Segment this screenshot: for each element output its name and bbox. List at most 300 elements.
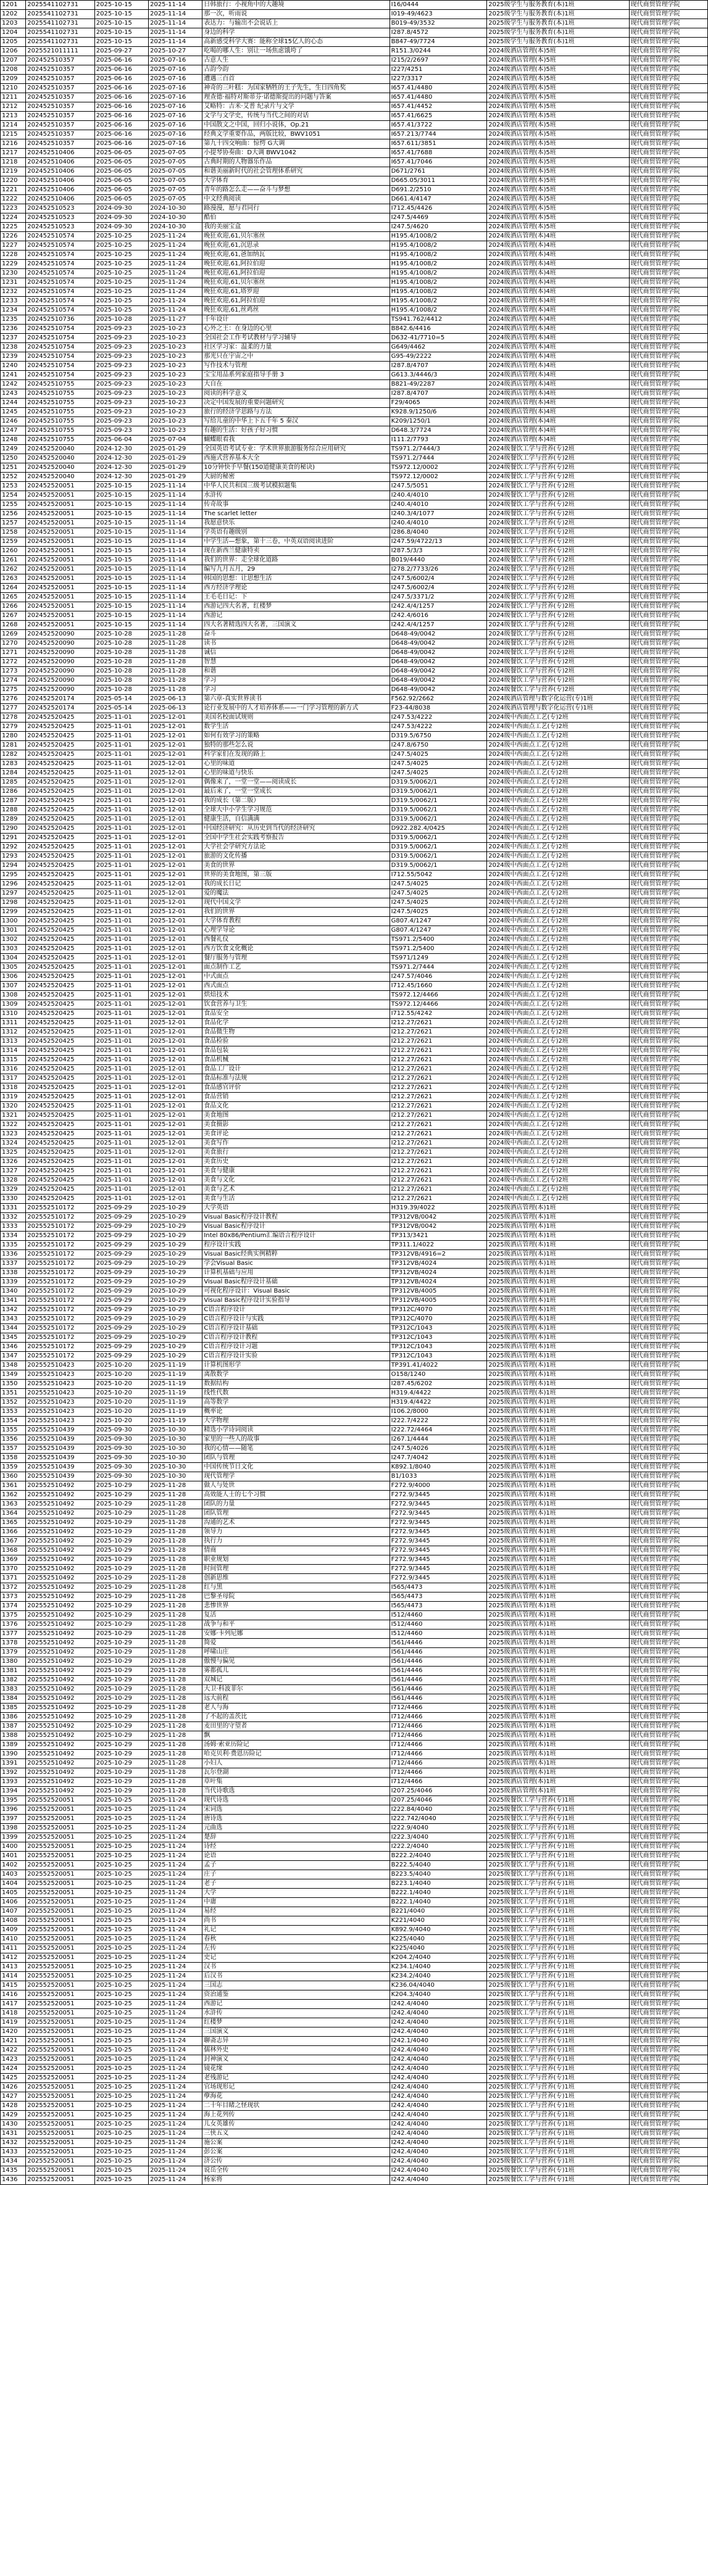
borrow-date-cell: 2025-10-29: [94, 1620, 148, 1630]
class-name-cell: 2025级酒店管理(本)1班: [487, 1315, 629, 1324]
call-number-cell: D661.4/4147: [389, 195, 487, 204]
call-number-cell: F272.9/3445: [389, 1555, 487, 1565]
table-row: [1, 648, 708, 658]
borrow-date-cell: 2025-09-29: [94, 1213, 148, 1222]
row-number-cell: 1341: [1, 1296, 26, 1306]
book-title-cell: 现代管理学: [202, 1472, 389, 1481]
borrow-date-cell: 2025-11-01: [94, 1009, 148, 1019]
book-title-cell: 美食的世界: [202, 861, 389, 871]
due-date-cell: 2025-12-01: [149, 908, 202, 917]
book-title-cell: 团队的力量: [202, 1500, 389, 1509]
borrow-date-cell: 2025-11-01: [94, 861, 148, 871]
class-name-cell: 2024级酒店管理(本)4班: [487, 269, 629, 278]
class-name-cell: 2024级酒店管理(本)4班: [487, 426, 629, 436]
due-date-cell: 2025-11-28: [149, 1639, 202, 1648]
due-date-cell: 2025-11-24: [149, 1824, 202, 1833]
reader-id-cell: 202452520090: [26, 658, 95, 667]
due-date-cell: 2025-11-14: [149, 584, 202, 593]
book-title-cell: 大学体育教程: [202, 917, 389, 926]
borrow-date-cell: 2025-06-16: [94, 93, 148, 102]
class-name-cell: 2024级餐饮工学与营养(专)2班: [487, 510, 629, 519]
table-row: [1, 2176, 708, 2185]
class-name-cell: 2025级餐饮工学与营养(专)1班: [487, 2055, 629, 2065]
call-number-cell: K204.3/4040: [389, 1990, 487, 2000]
reader-id-cell: 2025541102731: [26, 10, 95, 19]
class-name-cell: 2025级酒店管理(本)1班: [487, 1259, 629, 1269]
book-title-cell: 食品包装: [202, 1046, 389, 1056]
college-name-cell: 现代商贸管理学院: [629, 1333, 707, 1343]
table-row: [1, 1935, 708, 1944]
table-row: [1, 1472, 708, 1481]
college-name-cell: 现代商贸管理学院: [629, 93, 707, 102]
borrow-date-cell: 2025-11-01: [94, 713, 148, 723]
book-title-cell: 团队与管理: [202, 1454, 389, 1463]
book-title-cell: 美食写作: [202, 1139, 389, 1148]
book-title-cell: 全国中学生社会实践考察报告: [202, 834, 389, 843]
row-number-cell: 1380: [1, 1657, 26, 1667]
reader-id-cell: 202452510406: [26, 149, 95, 158]
book-title-cell: 线性代数: [202, 1389, 389, 1398]
due-date-cell: 2025-12-01: [149, 723, 202, 732]
college-name-cell: 现代商贸管理学院: [629, 1417, 707, 1426]
class-name-cell: 2025级酒店管理(本)1班: [487, 1648, 629, 1657]
due-date-cell: 2025-11-28: [149, 1611, 202, 1620]
table-row: [1, 2083, 708, 2092]
borrow-date-cell: 2025-09-30: [94, 1472, 148, 1481]
college-name-cell: 现代商贸管理学院: [629, 1833, 707, 1842]
row-number-cell: 1324: [1, 1139, 26, 1148]
row-number-cell: 1212: [1, 102, 26, 112]
due-date-cell: 2025-12-01: [149, 787, 202, 797]
due-date-cell: 2025-11-24: [149, 2176, 202, 2185]
class-name-cell: 2024级酒店管理(本)5班: [487, 204, 629, 213]
due-date-cell: 2025-12-01: [149, 917, 202, 926]
college-name-cell: 现代商贸管理学院: [629, 482, 707, 491]
book-title-cell: 健康生活，自信满满: [202, 815, 389, 824]
borrow-date-cell: 2025-10-25: [94, 1907, 148, 1916]
row-number-cell: 1360: [1, 1472, 26, 1481]
college-name-cell: 现代商贸管理学院: [629, 102, 707, 112]
row-number-cell: 1322: [1, 1120, 26, 1130]
reader-id-cell: 202552510492: [26, 1620, 95, 1630]
row-number-cell: 1388: [1, 1731, 26, 1741]
borrow-date-cell: 2025-10-25: [94, 1916, 148, 1926]
borrow-date-cell: 2025-11-01: [94, 982, 148, 991]
book-title-cell: C语言程序设计基础: [202, 1324, 389, 1333]
college-name-cell: 现代商贸管理学院: [629, 1352, 707, 1361]
due-date-cell: 2025-01-29: [149, 445, 202, 454]
college-name-cell: 现代商贸管理学院: [629, 1676, 707, 1685]
book-title-cell: 科学家们在发现的路上: [202, 750, 389, 760]
table-row: [1, 1454, 708, 1463]
call-number-cell: I512/4460: [389, 1611, 487, 1620]
reader-id-cell: 202552520051: [26, 2027, 95, 2037]
due-date-cell: 2025-11-24: [149, 1861, 202, 1870]
reader-id-cell: 202552520051: [26, 1926, 95, 1935]
due-date-cell: 2025-11-14: [149, 537, 202, 547]
class-name-cell: 2025级酒店管理(本)1班: [487, 1620, 629, 1630]
row-number-cell: 1397: [1, 1815, 26, 1824]
call-number-cell: I242.4/4040: [389, 2046, 487, 2055]
due-date-cell: 2024-10-30: [149, 204, 202, 213]
borrow-date-cell: 2025-10-29: [94, 1694, 148, 1704]
reader-id-cell: 202452510755: [26, 380, 95, 389]
borrow-date-cell: 2025-11-01: [94, 1139, 148, 1148]
reader-id-cell: 202452520425: [26, 723, 95, 732]
borrow-date-cell: 2025-09-29: [94, 1333, 148, 1343]
reader-id-cell: 202452520051: [26, 593, 95, 602]
borrow-date-cell: 2025-11-01: [94, 732, 148, 741]
row-number-cell: 1398: [1, 1824, 26, 1833]
row-number-cell: 1227: [1, 241, 26, 251]
due-date-cell: 2025-07-04: [149, 436, 202, 445]
call-number-cell: I222.3/4040: [389, 1833, 487, 1842]
table-row: [1, 195, 708, 204]
due-date-cell: 2025-12-01: [149, 880, 202, 889]
reader-id-cell: 202552510423: [26, 1398, 95, 1407]
due-date-cell: 2025-11-28: [149, 1768, 202, 1778]
row-number-cell: 1230: [1, 269, 26, 278]
reader-id-cell: 202452510754: [26, 334, 95, 343]
class-name-cell: 2025级餐饮工学与营养(专)1班: [487, 2111, 629, 2120]
college-name-cell: 现代商贸管理学院: [629, 834, 707, 843]
reader-id-cell: 202552510492: [26, 1657, 95, 1667]
call-number-cell: G807.4/1247: [389, 917, 487, 926]
college-name-cell: 现代商贸管理学院: [629, 1574, 707, 1583]
class-name-cell: 2025级酒店管理(本)1班: [487, 1676, 629, 1685]
row-number-cell: 1213: [1, 112, 26, 121]
row-number-cell: 1376: [1, 1620, 26, 1630]
due-date-cell: 2025-12-01: [149, 1195, 202, 1204]
table-row: [1, 1694, 708, 1704]
college-name-cell: 现代商贸管理学院: [629, 241, 707, 251]
borrow-date-cell: 2025-10-29: [94, 1555, 148, 1565]
table-row: [1, 1907, 708, 1916]
college-name-cell: 现代商贸管理学院: [629, 1972, 707, 1981]
reader-id-cell: 202452520425: [26, 917, 95, 926]
reader-id-cell: 202552510492: [26, 1518, 95, 1528]
call-number-cell: I242.4/4040: [389, 2157, 487, 2166]
borrow-date-cell: 2025-10-15: [94, 482, 148, 491]
table-row: [1, 1278, 708, 1287]
college-name-cell: 现代商贸管理学院: [629, 1167, 707, 1176]
table-row: [1, 2148, 708, 2157]
due-date-cell: 2025-11-14: [149, 574, 202, 584]
borrow-date-cell: 2024-09-30: [94, 223, 148, 232]
row-number-cell: 1218: [1, 158, 26, 167]
book-title-cell: 彭公案: [202, 2148, 389, 2157]
college-name-cell: 现代商贸管理学院: [629, 1287, 707, 1296]
class-name-cell: 2025级酒店管理(本)1班: [487, 1639, 629, 1648]
row-number-cell: 1353: [1, 1407, 26, 1417]
borrow-date-cell: 2025-09-23: [94, 426, 148, 436]
reader-id-cell: 202452510755: [26, 408, 95, 417]
table-row: [1, 491, 708, 500]
row-number-cell: 1321: [1, 1111, 26, 1120]
table-row: [1, 695, 708, 704]
class-name-cell: 2024级中西面点工艺(专)2班: [487, 917, 629, 926]
reader-id-cell: 202552510492: [26, 1704, 95, 1713]
reader-id-cell: 202552510172: [26, 1222, 95, 1232]
table-row: [1, 2157, 708, 2166]
college-name-cell: 现代商贸管理学院: [629, 1370, 707, 1380]
call-number-cell: I242.4/4040: [389, 2092, 487, 2102]
class-name-cell: 2025级酒店管理(本)1班: [487, 1241, 629, 1250]
call-number-cell: I247.5/4620: [389, 223, 487, 232]
borrow-date-cell: 2025-10-28: [94, 315, 148, 325]
row-number-cell: 1291: [1, 834, 26, 843]
row-number-cell: 1389: [1, 1741, 26, 1750]
call-number-cell: TP312VB/0042: [389, 1222, 487, 1232]
reader-id-cell: 202452520051: [26, 528, 95, 537]
college-name-cell: 现代商贸管理学院: [629, 1407, 707, 1417]
reader-id-cell: 202552510492: [26, 1565, 95, 1574]
college-name-cell: 现代商贸管理学院: [629, 797, 707, 806]
call-number-cell: I657.611/3851: [389, 139, 487, 149]
call-number-cell: F562.92/2662: [389, 695, 487, 704]
call-number-cell: I212.27/2621: [389, 1102, 487, 1111]
class-name-cell: 2024级中西面点工艺(专)2班: [487, 1037, 629, 1046]
call-number-cell: I712.45/1660: [389, 982, 487, 991]
book-title-cell: 美食与文化: [202, 1176, 389, 1185]
class-name-cell: 2025级酒店管理(本)1班: [487, 1389, 629, 1398]
reader-id-cell: 202452520425: [26, 713, 95, 723]
reader-id-cell: 202452520425: [26, 1065, 95, 1074]
book-title-cell: 我们的世界：走全球化道路: [202, 556, 389, 565]
borrow-date-cell: 2025-11-01: [94, 926, 148, 935]
call-number-cell: F272.9/3445: [389, 1565, 487, 1574]
borrow-date-cell: 2025-10-25: [94, 1898, 148, 1907]
due-date-cell: 2025-10-29: [149, 1315, 202, 1324]
borrow-date-cell: 2025-10-25: [94, 232, 148, 241]
call-number-cell: G613.3/4446/3: [389, 371, 487, 380]
book-title-cell: 水浒传: [202, 2009, 389, 2018]
row-number-cell: 1428: [1, 2102, 26, 2111]
class-name-cell: 2024级酒店管理(本)4班: [487, 436, 629, 445]
reader-id-cell: 202552520051: [26, 1972, 95, 1981]
table-row: [1, 935, 708, 945]
college-name-cell: 现代商贸管理学院: [629, 1269, 707, 1278]
call-number-cell: I242.1/4040: [389, 2037, 487, 2046]
call-number-cell: D319.5/0062/1: [389, 797, 487, 806]
class-name-cell: 2025级酒店管理(本)1班: [487, 1500, 629, 1509]
class-name-cell: 2025级餐饮工学与营养(专)1班: [487, 1926, 629, 1935]
reader-id-cell: 202552520051: [26, 2111, 95, 2120]
borrow-date-cell: 2025-11-01: [94, 852, 148, 861]
book-title-cell: 日韩旅行：小视角中的大趣境: [202, 1, 389, 10]
call-number-cell: I212.27/2621: [389, 1028, 487, 1037]
reader-id-cell: 202452510357: [26, 139, 95, 149]
class-name-cell: 2025级酒店管理(本)1班: [487, 1583, 629, 1592]
college-name-cell: 现代商贸管理学院: [629, 65, 707, 75]
reader-id-cell: 202452520051: [26, 574, 95, 584]
table-row: [1, 1083, 708, 1093]
class-name-cell: 2025级酒店管理(本)1班: [487, 1722, 629, 1731]
due-date-cell: 2025-10-23: [149, 352, 202, 362]
class-name-cell: 2024级中西面点工艺(专)2班: [487, 871, 629, 880]
due-date-cell: 2025-12-01: [149, 834, 202, 843]
college-name-cell: 现代商贸管理学院: [629, 491, 707, 500]
reader-id-cell: 202552510492: [26, 1546, 95, 1555]
call-number-cell: I565/4473: [389, 1592, 487, 1602]
due-date-cell: 2025-11-19: [149, 1361, 202, 1370]
call-number-cell: K234.1/4040: [389, 1963, 487, 1972]
table-row: [1, 1546, 708, 1555]
college-name-cell: 现代商贸管理学院: [629, 1426, 707, 1435]
book-title-cell: 执行力: [202, 1537, 389, 1546]
table-row: [1, 1195, 708, 1204]
college-name-cell: 现代商贸管理学院: [629, 1889, 707, 1898]
row-number-cell: 1282: [1, 750, 26, 760]
book-title-cell: 晚狂欢迎,61,爸加纳瓦: [202, 251, 389, 260]
call-number-cell: I242.4/4040: [389, 2083, 487, 2092]
table-row: [1, 750, 708, 760]
row-number-cell: 1346: [1, 1343, 26, 1352]
reader-id-cell: 202452520425: [26, 1083, 95, 1093]
row-number-cell: 1249: [1, 445, 26, 454]
college-name-cell: 现代商贸管理学院: [629, 1222, 707, 1232]
college-name-cell: 现代商贸管理学院: [629, 1555, 707, 1565]
book-title-cell: 路漫漫，愿与君同行: [202, 204, 389, 213]
college-name-cell: 现代商贸管理学院: [629, 732, 707, 741]
due-date-cell: 2025-07-16: [149, 139, 202, 149]
book-title-cell: 大厨的秘密: [202, 473, 389, 482]
book-title-cell: 古典时期的人物器乐作品: [202, 158, 389, 167]
reader-id-cell: 202452520425: [26, 834, 95, 843]
class-name-cell: 2025级酒店管理(本)1班: [487, 1611, 629, 1620]
college-name-cell: 现代商贸管理学院: [629, 1685, 707, 1694]
book-title-cell: 全国英语考试专业：学术世界旅游服务综合应用研究: [202, 445, 389, 454]
call-number-cell: H195.4/1008/2: [389, 251, 487, 260]
due-date-cell: 2025-11-28: [149, 658, 202, 667]
reader-id-cell: 202452510357: [26, 121, 95, 130]
due-date-cell: 2025-10-29: [149, 1213, 202, 1222]
table-row: [1, 1583, 708, 1592]
book-title-cell: 和谐: [202, 667, 389, 676]
row-number-cell: 1225: [1, 223, 26, 232]
class-name-cell: 2024级餐饮工学与营养(专)2班: [487, 445, 629, 454]
row-number-cell: 1425: [1, 2074, 26, 2083]
table-row: [1, 704, 708, 713]
row-number-cell: 1286: [1, 787, 26, 797]
borrow-date-cell: 2025-11-01: [94, 908, 148, 917]
table-row: [1, 1232, 708, 1241]
due-date-cell: 2025-12-01: [149, 972, 202, 982]
row-number-cell: 1224: [1, 213, 26, 223]
call-number-cell: I242.4/4040: [389, 2139, 487, 2148]
class-name-cell: 2024级中西面点工艺(专)2班: [487, 732, 629, 741]
call-number-cell: O158/1240: [389, 1370, 487, 1380]
table-row: [1, 2000, 708, 2009]
table-row: [1, 908, 708, 917]
book-title-cell: 酷伯: [202, 213, 389, 223]
book-title-cell: 职业规划: [202, 1555, 389, 1565]
table-row: [1, 537, 708, 547]
college-name-cell: 现代商贸管理学院: [629, 611, 707, 621]
call-number-cell: TP312C/1043: [389, 1333, 487, 1343]
borrow-date-cell: 2025-10-15: [94, 602, 148, 611]
reader-id-cell: 202552520051: [26, 1963, 95, 1972]
row-number-cell: 1306: [1, 972, 26, 982]
call-number-cell: D691.2/2510: [389, 186, 487, 195]
due-date-cell: 2025-12-01: [149, 1037, 202, 1046]
borrow-date-cell: 2025-11-01: [94, 723, 148, 732]
table-row: [1, 343, 708, 352]
class-name-cell: 2024级中西面点工艺(专)2班: [487, 1167, 629, 1176]
table-row: [1, 28, 708, 38]
table-row: [1, 1805, 708, 1815]
book-title-cell: C语言程序设计与实践: [202, 1315, 389, 1324]
class-name-cell: 2024级中西面点工艺(专)2班: [487, 852, 629, 861]
due-date-cell: 2025-11-24: [149, 2157, 202, 2166]
row-number-cell: 1202: [1, 10, 26, 19]
due-date-cell: 2025-07-05: [149, 149, 202, 158]
college-name-cell: 现代商贸管理学院: [629, 787, 707, 797]
book-title-cell: 中文经典阅读: [202, 195, 389, 204]
table-row: [1, 519, 708, 528]
reader-id-cell: 202552520051: [26, 1805, 95, 1815]
college-name-cell: 现代商贸管理学院: [629, 1398, 707, 1407]
borrow-date-cell: 2025-10-25: [94, 1889, 148, 1898]
book-title-cell: 有趣的生活：好孩子好习惯: [202, 426, 389, 436]
college-name-cell: 现代商贸管理学院: [629, 223, 707, 232]
book-title-cell: 西方经济学理论: [202, 584, 389, 593]
row-number-cell: 1258: [1, 528, 26, 537]
college-name-cell: 现代商贸管理学院: [629, 204, 707, 213]
borrow-date-cell: 2025-06-04: [94, 436, 148, 445]
book-title-cell: 史记: [202, 1953, 389, 1963]
due-date-cell: 2025-07-05: [149, 176, 202, 186]
college-name-cell: 现代商贸管理学院: [629, 1361, 707, 1370]
table-row: [1, 834, 708, 843]
row-number-cell: 1364: [1, 1509, 26, 1518]
call-number-cell: I242.4/4040: [389, 2111, 487, 2120]
borrow-date-cell: 2025-10-20: [94, 1398, 148, 1407]
call-number-cell: I247.5/4025: [389, 769, 487, 778]
table-row: [1, 399, 708, 408]
class-name-cell: 2024级中西面点工艺(专)2班: [487, 1111, 629, 1120]
table-row: [1, 482, 708, 491]
table-row: [1, 732, 708, 741]
row-number-cell: 1277: [1, 704, 26, 713]
row-number-cell: 1330: [1, 1195, 26, 1204]
class-name-cell: 2024级酒店管理(本)5班: [487, 195, 629, 204]
borrow-date-cell: 2025-10-25: [94, 2120, 148, 2129]
book-title-cell: 晚狂欢迎,61,阿拉伯迎: [202, 260, 389, 269]
college-name-cell: 现代商贸管理学院: [629, 593, 707, 602]
due-date-cell: 2025-11-28: [149, 1481, 202, 1491]
reader-id-cell: 202452520051: [26, 547, 95, 556]
call-number-cell: TP312C/1043: [389, 1324, 487, 1333]
class-name-cell: 2024级中西面点工艺(专)2班: [487, 843, 629, 852]
college-name-cell: 现代商贸管理学院: [629, 1620, 707, 1630]
due-date-cell: 2025-11-24: [149, 1833, 202, 1842]
reader-id-cell: 202452520425: [26, 945, 95, 954]
college-name-cell: 现代商贸管理学院: [629, 1380, 707, 1389]
due-date-cell: 2025-10-23: [149, 399, 202, 408]
reader-id-cell: 202452520425: [26, 963, 95, 972]
reader-id-cell: 202552510492: [26, 1611, 95, 1620]
borrow-date-cell: 2025-10-25: [94, 1852, 148, 1861]
row-number-cell: 1302: [1, 935, 26, 945]
class-name-cell: 2024级酒店管理与数字化运营(专)1班: [487, 704, 629, 713]
college-name-cell: 现代商贸管理学院: [629, 537, 707, 547]
call-number-cell: I242.4/4040: [389, 2009, 487, 2018]
college-name-cell: 现代商贸管理学院: [629, 251, 707, 260]
reader-id-cell: 202452520425: [26, 889, 95, 898]
call-number-cell: K892.1/8040: [389, 1463, 487, 1472]
class-name-cell: 2025级学生与服务教育(本)1班: [487, 28, 629, 38]
